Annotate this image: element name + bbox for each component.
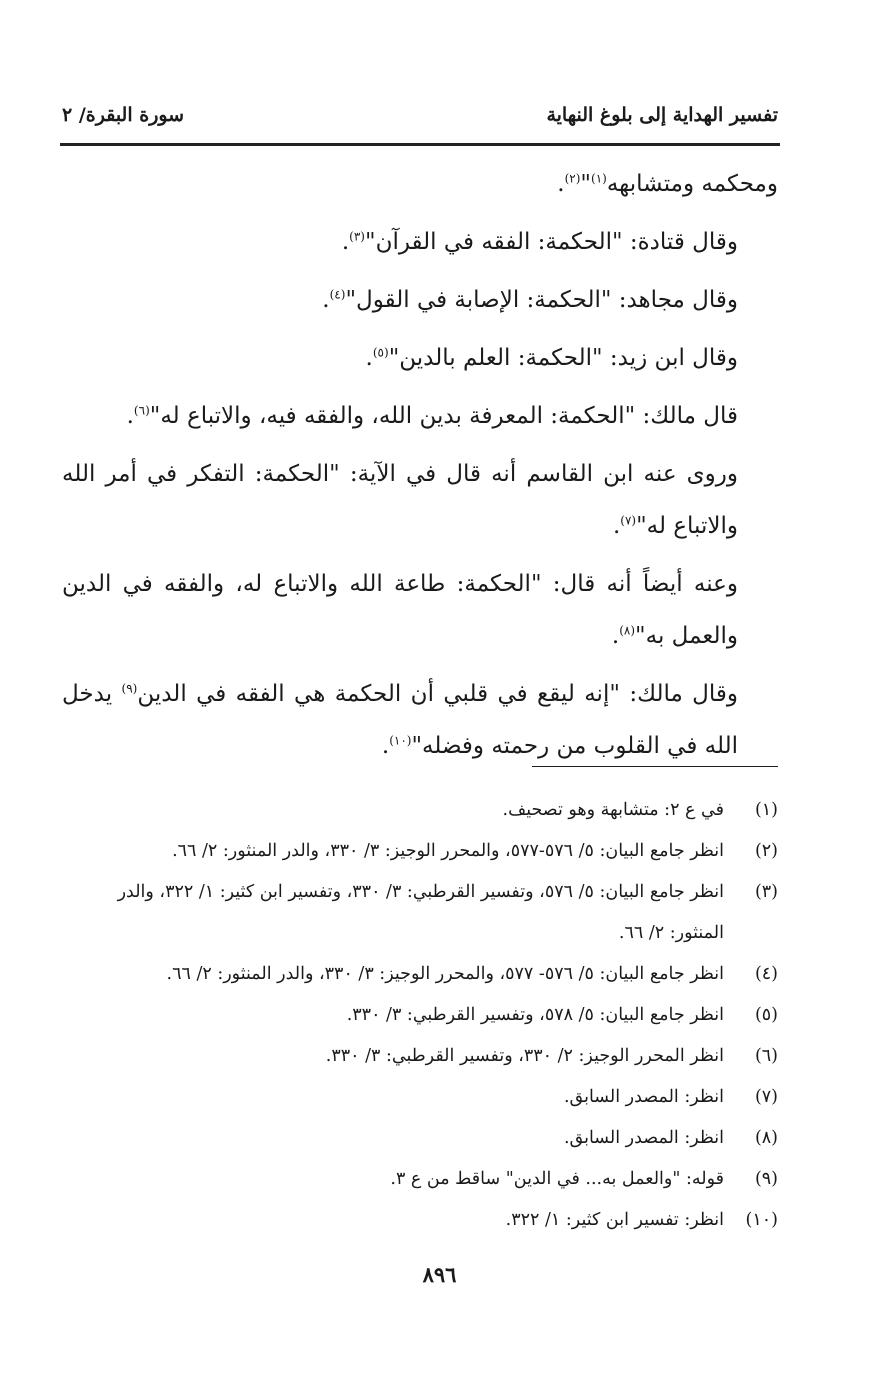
footnote <box>62 1118 778 1159</box>
main-text <box>62 158 778 778</box>
footnote <box>62 1159 778 1200</box>
footnote-text: انظر جامع البيان: ٥/ ٥٧٦-٥٧٧، والمحرر الوجيز: ٣/ ٣٣٠، والدر المنثور: ٢/ ٦٦. <box>172 841 724 861</box>
footnote-text: انظر: تفسير ابن كثير: ١/ ٣٢٢. <box>505 1210 724 1230</box>
footnote-text: قوله: "والعمل به... في الدين" ساقط من ع ٣. <box>390 1169 724 1189</box>
footnote-number: (٣) <box>754 882 778 902</box>
paragraph: وقال ابن زيد: "الحكمة: العلم بالدين"$^{(٥)}$. <box>365 345 738 371</box>
paragraph: ومحكمه ومتشابهه$^{(١)}$"$^{(٢)}$. <box>557 171 778 197</box>
paragraph: وروى عنه ابن القاسم أنه قال في الآية: "الحكمة: التفكر في أمر الله والاتباع له"$^{(٧)}$. <box>62 461 738 539</box>
footnote <box>62 872 778 954</box>
footnote-text: في ع ٢: متشابهة وهو تصحيف. <box>502 800 724 820</box>
footnote-text: انظر: المصدر السابق. <box>563 1128 724 1148</box>
footnote <box>62 1036 778 1077</box>
footnote-number: (١) <box>754 800 778 820</box>
footnote-number: (٢) <box>754 841 778 861</box>
footnote-text: انظر المحرر الوجيز: ٢/ ٣٣٠، وتفسير القرطبي: ٣/ ٣٣٠. <box>325 1046 724 1066</box>
footnote-number: (٤) <box>754 964 778 984</box>
footnote-number: (٦) <box>754 1046 778 1066</box>
footnote-number: (٩) <box>754 1169 778 1189</box>
book-title: تفسير الهداية إلى بلوغ النهاية <box>546 104 778 126</box>
footnote-number: (٧) <box>754 1087 778 1107</box>
footnote <box>62 995 778 1036</box>
paragraph: وقال مجاهد: "الحكمة: الإصابة في القول"$^{(٤)}$. <box>322 287 738 313</box>
footnote-text: انظر جامع البيان: ٥/ ٥٧٦، وتفسير القرطبي: ٣/ ٣٣٠، وتفسير ابن كثير: ١/ ٣٢٢، والدر المنثور: ٢/ ٦٦. <box>117 882 724 943</box>
paragraph: وقال قتادة: "الحكمة: الفقه في القرآن"$^{(٣)}$. <box>341 229 738 255</box>
footnote <box>62 1200 778 1241</box>
footnote-separator <box>532 766 778 767</box>
paragraph: وعنه أيضاً أنه قال: "الحكمة: طاعة الله والاتباع له، والفقه في الدين والعمل به"$^{(٨)}$. <box>62 571 738 649</box>
footnote <box>62 1077 778 1118</box>
footnote <box>62 790 778 831</box>
footnote-text: انظر: المصدر السابق. <box>563 1087 724 1107</box>
paragraph: وقال مالك: "إنه ليقع في قلبي أن الحكمة هي الفقه في الدين$^{(٩)}$ يدخل الله في القلوب من رحمته وفضله"$^{(١٠)}$. <box>62 681 738 759</box>
footnote-text: انظر جامع البيان: ٥/ ٥٧٦- ٥٧٧، والمحرر الوجيز: ٣/ ٣٣٠، والدر المنثور: ٢/ ٦٦. <box>166 964 724 984</box>
footnote-number: (٥) <box>754 1005 778 1025</box>
footnote-number: (٨) <box>754 1128 778 1148</box>
surah-label: سورة البقرة/ ٢ <box>62 104 185 126</box>
footnote <box>62 954 778 995</box>
running-header <box>62 96 778 136</box>
footnote-text: انظر جامع البيان: ٥/ ٥٧٨، وتفسير القرطبي: ٣/ ٣٣٠. <box>346 1005 724 1025</box>
footnote <box>62 831 778 872</box>
header-rule <box>60 143 780 146</box>
paragraph: قال مالك: "الحكمة: المعرفة بدين الله، والفقه فيه، والاتباع له"$^{(٦)}$. <box>126 403 738 429</box>
footnotes <box>62 790 778 1241</box>
footnote-number: (١٠) <box>745 1210 778 1230</box>
page-number: ٨٩٦ <box>422 1262 457 1287</box>
